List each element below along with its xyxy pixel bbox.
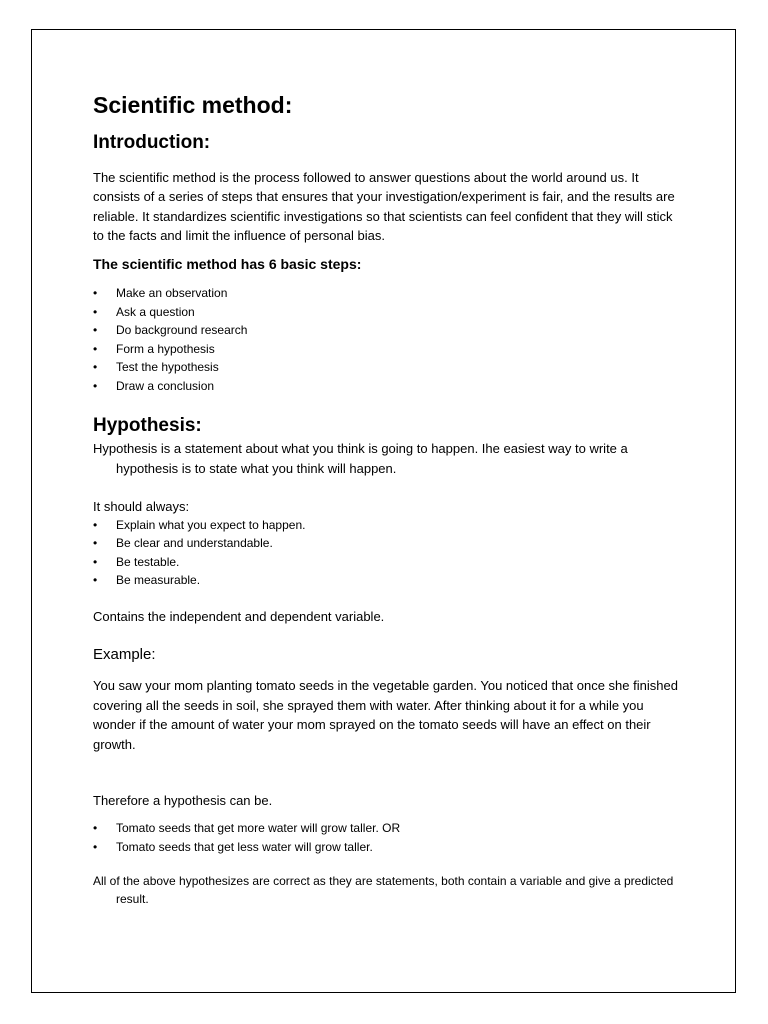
introduction-paragraph: The scientific method is the process followed to answer questions about the world around us. It consists of a series of steps that ensures that your investigation/experiment is fair, and the results are reliable. It standardizes scientific investigations so that scientists can feel confident that they will stick to the facts and limit the influence of personal bias. (93, 170, 675, 243)
page-title: Scientific method: (93, 92, 293, 118)
example-scenario: You saw your mom planting tomato seeds in the vegetable garden. You noticed that once she finished covering all the seeds in soil, she sprayed them with water. After thinking about it for a while you wonder if the amount of water your mom sprayed on the tomato seeds will have an effect on their growth. (93, 678, 678, 752)
example-hypotheses-list (93, 819, 683, 857)
example-heading: Example: (93, 646, 156, 663)
list-item: • Explain what you expect to happen. (93, 516, 683, 534)
hypothesis-heading: Hypothesis: (93, 415, 202, 437)
list-item: • Make an observation (93, 284, 683, 303)
list-item: • Be measurable. (93, 571, 683, 589)
steps-heading: The scientific method has 6 basic steps: (93, 256, 362, 273)
list-item: • Ask a question (93, 303, 683, 322)
list-item: • Be testable. (93, 553, 683, 571)
conclusion-paragraph: All of the above hypothesizes are correct as they are statements, both contain a variable and give a predicted result. (93, 874, 674, 906)
should-always-label: It should always: (93, 499, 190, 515)
variables-note: Contains the independent and dependent variable. (93, 609, 385, 624)
should-always-list (93, 516, 683, 589)
list-item: • Be clear and understandable. (93, 534, 683, 552)
introduction-heading: Introduction: (93, 132, 211, 153)
list-item: • Tomato seeds that get less water will grow taller. (93, 838, 683, 857)
hypothesis-definition: Hypothesis is a statement about what you think is going to happen. Ihe easiest way to write a hypothesis is to state what you think will happen. (93, 441, 628, 476)
list-item: • Test the hypothesis (93, 358, 683, 377)
list-item: • Draw a conclusion (93, 377, 683, 396)
steps-list (93, 284, 683, 395)
list-item: • Do background research (93, 321, 683, 340)
document-content (93, 90, 683, 908)
list-item: • Form a hypothesis (93, 340, 683, 359)
document-page (31, 29, 736, 993)
list-item: • Tomato seeds that get more water will grow taller. OR (93, 819, 683, 838)
therefore-line: Therefore a hypothesis can be. (93, 793, 273, 808)
